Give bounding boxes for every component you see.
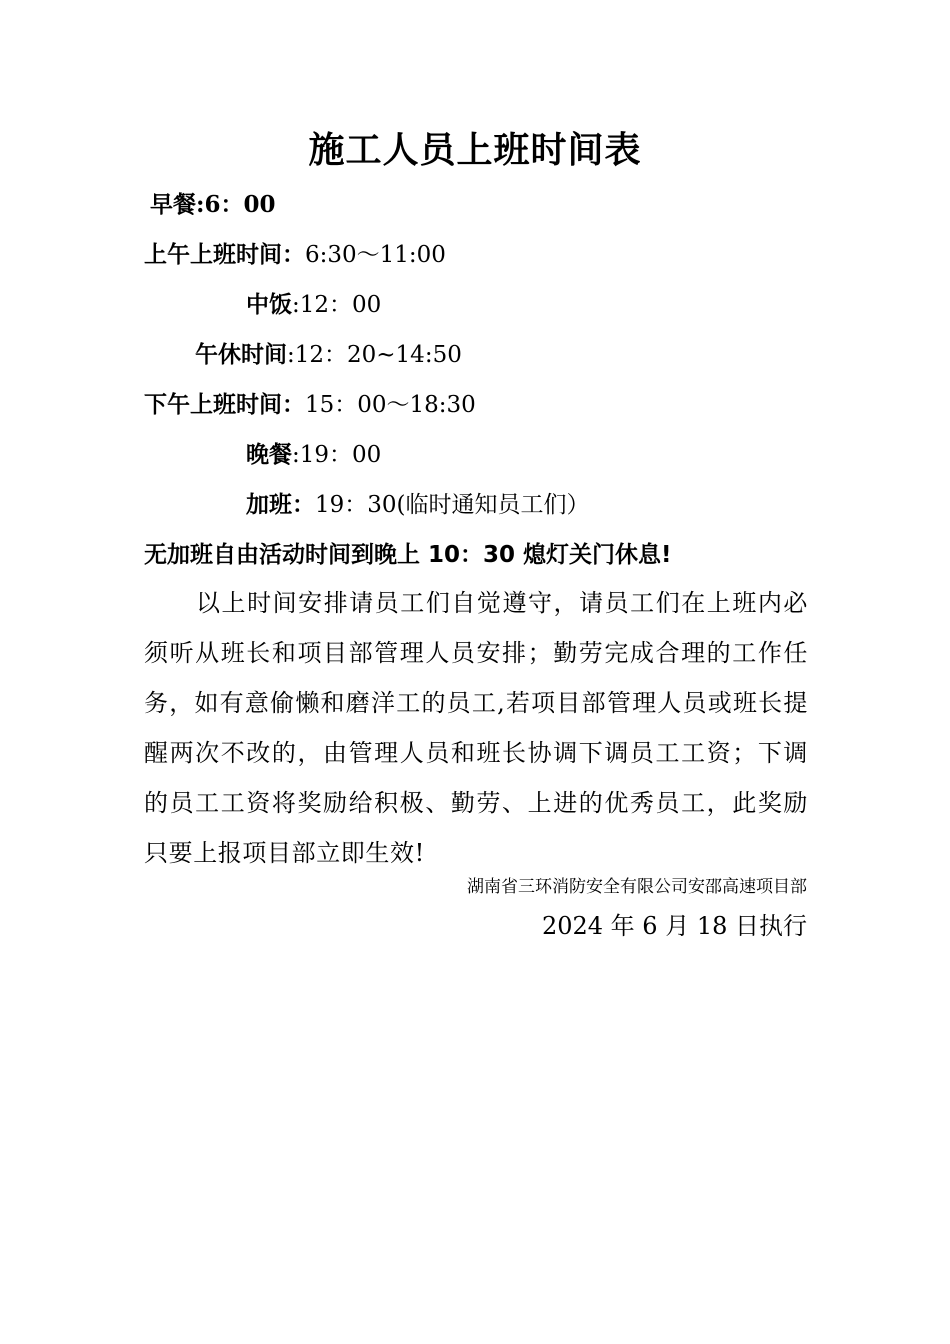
organization-signature: 湖南省三环消防安全有限公司安邵高速项目部 bbox=[467, 877, 807, 897]
morning-work-time: 6:30～11:00 bbox=[305, 242, 446, 268]
lunch-label: 中饭 bbox=[246, 292, 292, 318]
lunch-time: :12：00 bbox=[292, 292, 382, 318]
afternoon-work-time: 15：00～18:30 bbox=[305, 392, 476, 418]
dinner-line bbox=[246, 436, 381, 469]
morning-work-label: 上午上班时间： bbox=[144, 242, 305, 268]
noon-rest-label: 午休时间 bbox=[195, 342, 287, 368]
effective-date: 2024 年 6 月 18 日执行 bbox=[541, 912, 807, 940]
overtime-line bbox=[246, 486, 590, 519]
page-title: 施工人员上班时间表 bbox=[308, 130, 642, 171]
overtime-label: 加班： bbox=[246, 492, 315, 518]
breakfast-label: 早餐 bbox=[150, 192, 196, 218]
noon-rest-line bbox=[195, 336, 462, 369]
dinner-time: :19：00 bbox=[292, 442, 382, 468]
afternoon-work-line bbox=[144, 386, 476, 419]
breakfast-time: :6：00 bbox=[196, 191, 276, 218]
dinner-label: 晚餐 bbox=[246, 442, 292, 468]
rules-paragraph: 以上时间安排请员工们自觉遵守，请员工们在上班内必须听从班长和项目部管理人员安排；勤劳完成合理的工作任务，如有意偷懒和磨洋工的员工,若项目部管理人员或班长提醒两次不改的，由管理人员和班长协调下调员工工资；下调的员工工资将奖励给积极、勤劳、上进的优秀员工，此奖励只要上报项目部立即生效! bbox=[144, 589, 808, 867]
overtime-time: 19：30(临时通知员工们） bbox=[315, 492, 590, 518]
lights-out-notice: 无加班自由活动时间到晚上 10：30 熄灯关门休息! bbox=[144, 542, 672, 568]
afternoon-work-label: 下午上班时间： bbox=[144, 392, 305, 418]
noon-rest-time: :12：20~14:50 bbox=[287, 342, 462, 368]
breakfast-line bbox=[150, 186, 276, 219]
morning-work-line bbox=[144, 236, 446, 269]
lunch-line bbox=[246, 286, 381, 319]
